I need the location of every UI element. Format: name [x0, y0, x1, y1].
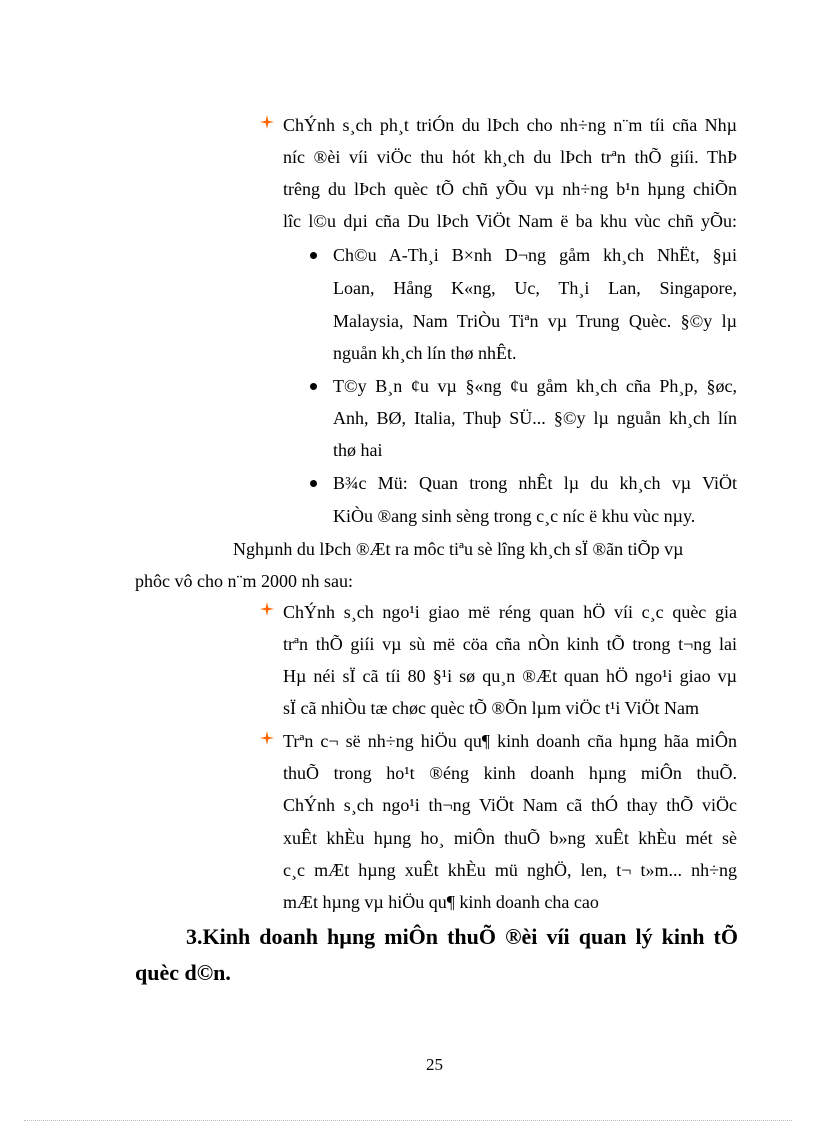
star-bullet-icon	[260, 115, 274, 129]
body-text-line: sÏ cã nhiÒu tæ chøc quèc tÕ ®Õn lµm viÖc t¹i ViÖt Nam	[283, 698, 699, 718]
body-text-line: KiÒu ®ang sinh sèng trong c¸c níc ë khu vùc nµy.	[333, 506, 696, 526]
round-bullet-icon	[310, 252, 317, 259]
body-text-line: trêng du lÞch quèc tÕ chñ yÕu vµ nh÷ng b¹n hµng chiÕn	[283, 179, 737, 199]
body-text-line: thuÕ trong ho¹t ®éng kinh doanh hµng miÔn thuÕ.	[283, 763, 737, 783]
body-text-line: lîc l©u dµi cña Du lÞch ViÖt Nam ë ba khu vùc chñ yÕu:	[283, 211, 737, 231]
body-text-line: Loan, Hång K«ng, Uc, Th¸i Lan, Singapore,	[333, 278, 737, 298]
body-text-line: Nghµnh du lÞch ®Æt ra môc tiªu sè lîng kh¸ch sÏ ®ãn tiÕp vµ	[233, 539, 684, 559]
body-text-line: Anh, BØ, Italia, Thuþ SÜ... §©y lµ nguån kh¸ch lín	[333, 408, 737, 428]
star-bullet-icon	[260, 731, 274, 745]
body-text-line: Hµ néi sÏ cã tíi 80 §¹i sø qu¸n ®Æt quan hÖ ngo¹i giao vµ	[283, 666, 737, 686]
body-text-line: c¸c mÆt hµng xuÊt khÈu mü nghÖ, len, t¬ t»m... nh÷ng	[283, 860, 737, 880]
body-text-line: xuÊt khÈu hµng ho¸ miÔn thuÕ b»ng xuÊt khÈu mét sè	[283, 828, 737, 848]
page-bottom-divider	[24, 1120, 792, 1121]
body-text-line: phôc vô cho n¨m 2000 nh sau:	[135, 571, 353, 591]
body-text-line: mÆt hµng vµ hiÖu qu¶ kinh doanh cha cao	[283, 892, 599, 912]
round-bullet-icon	[310, 383, 317, 390]
body-text-line: Ch©u A-Th¸i B×nh D¬ng gåm kh¸ch NhËt, §µi	[333, 245, 737, 265]
body-text-line: ChÝnh s¸ch ngo¹i th¬ng ViÖt Nam cã thÓ thay thÕ viÖc	[283, 795, 737, 815]
body-text-line: Trªn c¬ së nh÷ng hiÖu qu¶ kinh doanh cña hµng hãa miÔn	[283, 731, 737, 751]
body-text-line: T©y B¸n ¢u vµ §«ng ¢u gåm kh¸ch cña Ph¸p, §øc,	[333, 376, 737, 396]
body-text-line: ChÝnh s¸ch ph¸t triÓn du lÞch cho nh÷ng n¨m tíi cña Nhµ	[283, 115, 737, 135]
section-heading: quèc d©n.	[135, 960, 231, 985]
body-text-line: níc ®èi víi viÖc thu hót kh¸ch du lÞch trªn thÕ giíi. ThÞ	[283, 147, 737, 167]
body-text-line: ChÝnh s¸ch ngo¹i giao më réng quan hÖ víi c¸c quèc gia	[283, 602, 737, 622]
page-number: 25	[426, 1055, 443, 1074]
body-text-line: thø hai	[333, 440, 383, 460]
star-bullet-icon	[260, 602, 274, 616]
body-text-line: B¾c Mü: Quan trong nhÊt lµ du kh¸ch vµ ViÖt	[333, 473, 737, 493]
body-text-line: Malaysia, Nam TriÒu Tiªn vµ Trung Quèc. §©y lµ	[333, 311, 737, 331]
body-text-line: trªn thÕ giíi vµ sù më cöa cña nÒn kinh tÕ trong t¬ng lai	[283, 634, 737, 654]
section-heading: 3.Kinh doanh hµng miÔn thuÕ ®èi víi quan lý kinh tÕ	[186, 924, 738, 949]
body-text-line: nguån kh¸ch lín thø nhÊt.	[333, 343, 517, 363]
round-bullet-icon	[310, 480, 317, 487]
